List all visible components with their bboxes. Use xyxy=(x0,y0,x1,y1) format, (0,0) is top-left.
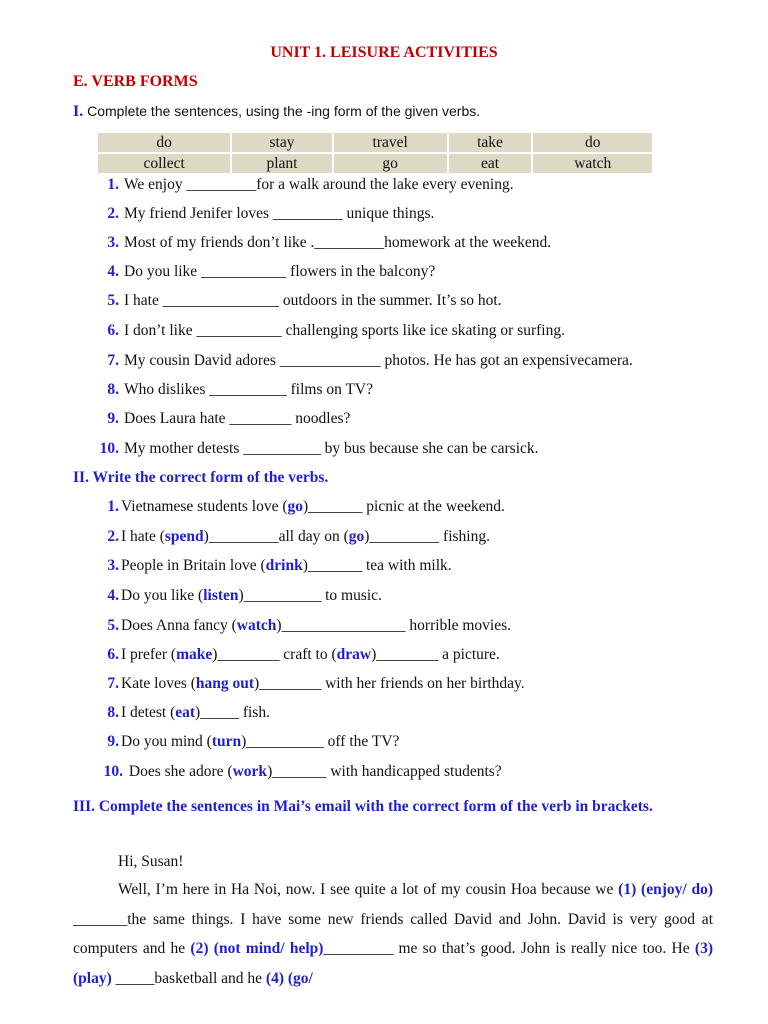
exercise-item xyxy=(97,498,505,516)
item-text: My friend Jenifer loves _________ unique things. xyxy=(124,205,435,222)
verb-hint: play xyxy=(78,969,107,987)
verb-hint: hang out xyxy=(195,675,255,692)
exercise-item xyxy=(97,587,382,605)
exercise-item xyxy=(96,440,539,458)
verb-hint: drink xyxy=(265,557,303,574)
item-number: 3. xyxy=(107,557,119,574)
item-number: 9. xyxy=(107,733,119,750)
item-text: )________ craft to ( xyxy=(212,646,337,663)
item-number: 8. xyxy=(107,704,119,721)
email-text: Well, I’m here in Ha Noi, now. I see quite a lot of my cousin Hoa because we xyxy=(118,881,614,898)
exercise-item xyxy=(96,234,551,252)
item-text: )__________ to music. xyxy=(238,587,382,604)
part2-heading: II. Write the correct form of the verbs. xyxy=(73,469,329,486)
exercise-item xyxy=(96,322,565,340)
item-text: )__________ off the TV? xyxy=(241,733,400,750)
verb-hint: listen xyxy=(203,587,239,604)
verb-cell: collect xyxy=(98,154,230,175)
email-text: _______the same things. I have some new friends called David and John. David is very good at computers and he xyxy=(73,910,713,957)
item-text: )________________ horrible movies. xyxy=(276,617,512,634)
item-text: Do you like ___________ flowers in the balcony? xyxy=(124,263,436,280)
exercise-item xyxy=(96,381,373,399)
item-text: Does Anna fancy ( xyxy=(121,617,237,634)
verb-cell: go xyxy=(334,154,447,175)
item-text: )_____ fish. xyxy=(195,704,270,721)
verb-table-row xyxy=(98,154,652,175)
verb-hint: draw xyxy=(336,646,372,663)
item-text: Most of my friends don’t like ._________homework at the weekend. xyxy=(124,234,552,251)
verb-hint: go xyxy=(287,498,304,515)
verb-cell: travel xyxy=(334,133,447,154)
email-greeting: Hi, Susan! xyxy=(118,853,184,870)
email-text: _____basketball and he xyxy=(111,969,266,987)
exercise-item xyxy=(96,292,502,310)
exercise-item xyxy=(97,528,490,546)
item-text: My mother detests __________ by bus because she can be carsick. xyxy=(124,440,539,457)
verb-cell: do xyxy=(533,133,652,154)
verb-hint: enjoy/ do xyxy=(646,881,708,898)
exercise-item xyxy=(96,410,350,428)
email-paragraph: Well, I’m here in Ha Noi, now. I see quite a lot of my cousin Hoa because we (1) (enjoy/ do) _______the same things. I have some new friends called David and John. David is very good at computers and he (2) (not mind/ help)_________ me so that’s good. John is really nice too. He (3) (play) _____basketball and he (4) (go/ xyxy=(73,881,714,987)
email-text: _________ me so that’s good. John is really nice too. He xyxy=(323,940,695,957)
verb-hint: not mind/ help xyxy=(218,940,319,957)
verb-cell: watch xyxy=(533,154,652,175)
verb-hint: turn xyxy=(211,733,242,750)
item-text: Does she adore ( xyxy=(125,763,233,780)
exercise-item xyxy=(97,763,502,781)
item-text: )_______ with handicapped students? xyxy=(267,763,502,780)
item-text: I prefer ( xyxy=(121,646,177,663)
part1-numeral: I. xyxy=(73,103,84,120)
item-text: )________ with her friends on her birthday. xyxy=(254,675,525,692)
item-number: 6. xyxy=(107,646,119,663)
exercise-item xyxy=(96,352,633,370)
page-title: UNIT 1. LEISURE ACTIVITIES xyxy=(270,44,498,61)
blank-number: 1 xyxy=(623,881,632,898)
verb-cell: eat xyxy=(449,154,532,175)
item-number: 4. xyxy=(107,263,119,280)
item-text: Kate loves ( xyxy=(121,675,196,692)
verb-cell: do xyxy=(98,133,230,154)
verb-cell: plant xyxy=(232,154,331,175)
item-number: 7. xyxy=(107,352,119,369)
item-number: 3. xyxy=(107,234,119,251)
item-text: Who dislikes __________ films on TV? xyxy=(124,381,373,398)
item-text: )_______ tea with milk. xyxy=(302,557,452,574)
item-text: I hate _______________ outdoors in the summer. It’s so hot. xyxy=(124,292,502,309)
item-text: )_______ picnic at the weekend. xyxy=(303,498,505,515)
item-number: 9. xyxy=(107,410,119,427)
item-number: 6. xyxy=(107,322,119,339)
part1-instruction xyxy=(73,103,480,121)
exercise-item xyxy=(96,263,435,281)
item-text: )________ a picture. xyxy=(371,646,500,663)
item-text: We enjoy _________for a walk around the lake every evening. xyxy=(124,176,514,193)
item-text: )_________ fishing. xyxy=(364,528,490,545)
item-number: 10. xyxy=(103,763,123,780)
item-number: 2. xyxy=(107,528,119,545)
item-number: 7. xyxy=(107,675,119,692)
verb-hint: eat xyxy=(175,704,196,721)
exercise-item xyxy=(97,646,500,664)
verb-hint: work xyxy=(232,763,268,780)
exercise-item xyxy=(97,704,270,722)
item-number: 4. xyxy=(107,587,119,604)
item-text: Do you mind ( xyxy=(121,733,212,750)
verb-hint: make xyxy=(176,646,213,663)
verb-table-row xyxy=(98,133,652,154)
item-text: I hate ( xyxy=(121,528,165,545)
blank-number: 2 xyxy=(195,940,204,957)
verb-cell: take xyxy=(449,133,532,154)
item-number: 8. xyxy=(107,381,119,398)
item-text: I don’t like ___________ challenging sports like ice skating or surfing. xyxy=(124,322,565,339)
item-text: Does Laura hate ________ noodles? xyxy=(124,410,351,427)
item-text: I detest ( xyxy=(121,704,176,721)
item-number: 5. xyxy=(107,292,119,309)
exercise-item xyxy=(96,176,514,194)
item-number: 10. xyxy=(99,440,119,457)
blank-number: 4 xyxy=(271,969,279,987)
verb-hint: go/ xyxy=(293,969,313,987)
item-text: )_________all day on ( xyxy=(203,528,349,545)
part3-heading: III. Complete the sentences in Mai’s email with the correct form of the verb in brackets. xyxy=(73,798,653,815)
item-number: 2. xyxy=(107,205,119,222)
verb-hint: watch xyxy=(236,617,277,634)
verb-hint: go xyxy=(348,528,365,545)
exercise-item xyxy=(96,205,434,223)
exercise-item xyxy=(97,557,452,575)
exercise-item xyxy=(97,617,511,635)
exercise-item xyxy=(97,733,399,751)
item-text: Do you like ( xyxy=(121,587,204,604)
item-number: 5. xyxy=(107,617,119,634)
verb-table xyxy=(96,133,654,175)
verb-hint: spend xyxy=(164,528,204,545)
section-heading-verb-forms: E. VERB FORMS xyxy=(73,73,198,90)
exercise-item xyxy=(97,675,525,693)
blank-number: 3 xyxy=(700,940,708,957)
item-number: 1. xyxy=(107,498,119,515)
part1-instruction-text: Complete the sentences, using the -ing form of the given verbs. xyxy=(87,103,481,119)
item-text: My cousin David adores _____________ photos. He has got an expensivecamera. xyxy=(124,352,633,369)
verb-cell: stay xyxy=(232,133,331,154)
item-text: People in Britain love ( xyxy=(121,557,266,574)
item-text: Vietnamese students love ( xyxy=(121,498,288,515)
item-number: 1. xyxy=(107,176,119,193)
